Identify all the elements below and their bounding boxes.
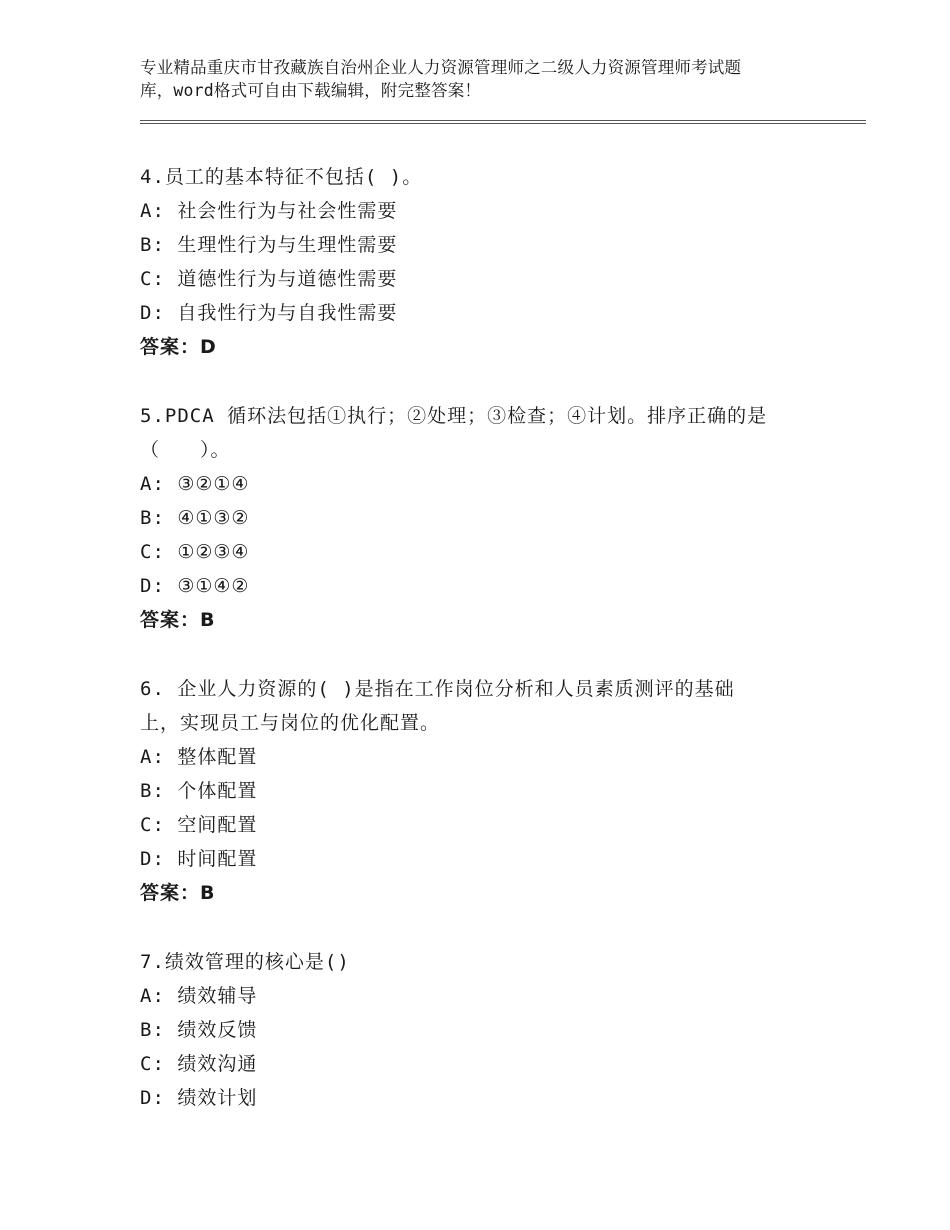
question-stem: 5.PDCA 循环法包括①执行；②处理；③检查；④计划。排序正确的是 (140, 405, 768, 427)
question-4 (140, 160, 820, 364)
question-6 (140, 672, 820, 910)
option-d: D: ③①④② (140, 575, 250, 597)
option-a: A: 社会性行为与社会性需要 (140, 200, 398, 222)
answer: 答案：B (140, 609, 216, 631)
option-b: B: ④①③② (140, 507, 250, 529)
answer: 答案：B (140, 882, 216, 904)
option-c: C: 绩效沟通 (140, 1053, 258, 1075)
question-stem-continued: 上，实现员工与岗位的优化配置。 (140, 712, 441, 734)
option-d: D: 时间配置 (140, 848, 258, 870)
option-a: A: ③②①④ (140, 473, 250, 495)
question-stem: 7.绩效管理的核心是() (140, 951, 350, 973)
option-c: C: ①②③④ (140, 541, 250, 563)
option-d: D: 自我性行为与自我性需要 (140, 302, 398, 324)
header-divider-bottom (140, 123, 866, 124)
question-stem: 6. 企业人力资源的( )是指在工作岗位分析和人员素质测评的基础 (140, 678, 735, 700)
answer: 答案：D (140, 336, 217, 358)
option-b: B: 生理性行为与生理性需要 (140, 234, 398, 256)
option-c: C: 空间配置 (140, 814, 258, 836)
option-b: B: 个体配置 (140, 780, 258, 802)
option-d: D: 绩效计划 (140, 1087, 258, 1109)
option-b: B: 绩效反馈 (140, 1019, 258, 1041)
header-title-line-2: 库，word格式可自由下载编辑，附完整答案！ (140, 81, 482, 100)
option-c: C: 道德性行为与道德性需要 (140, 268, 398, 290)
option-a: A: 绩效辅导 (140, 985, 258, 1007)
question-stem-continued: （ ）。 (140, 439, 231, 461)
question-stem: 4.员工的基本特征不包括( )。 (140, 166, 423, 188)
header-divider-top (140, 120, 866, 121)
question-7 (140, 945, 820, 1115)
header-title-line-1: 专业精品重庆市甘孜藏族自治州企业人力资源管理师之二级人力资源管理师考试题 (140, 58, 742, 77)
option-a: A: 整体配置 (140, 746, 258, 768)
question-5 (140, 399, 820, 637)
document-header (140, 56, 830, 102)
